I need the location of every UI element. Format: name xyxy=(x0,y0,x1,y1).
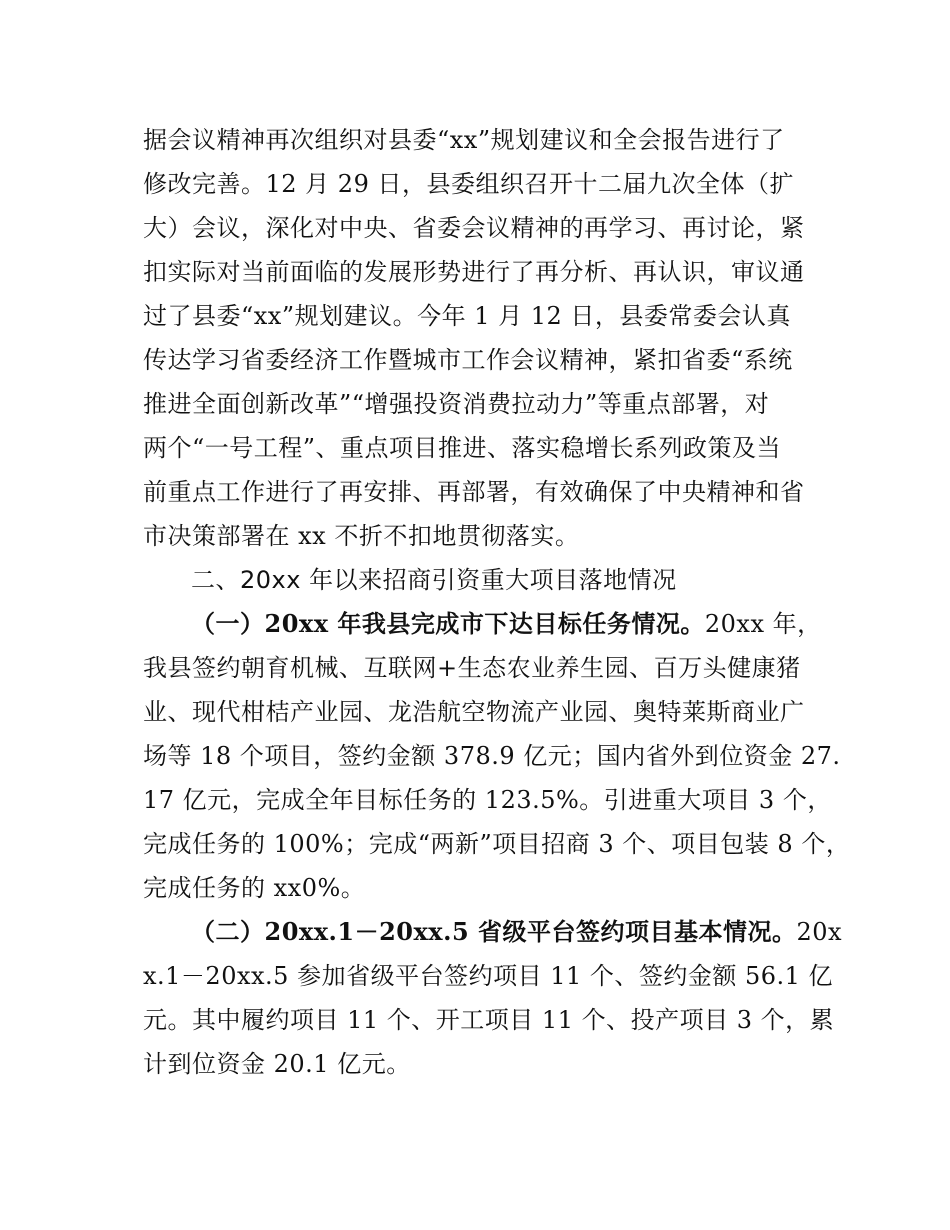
text-run: 20x xyxy=(796,918,843,946)
text-line: 市决策部署在 xx 不折不扣地贯彻落实。 xyxy=(143,522,580,550)
text-line: 场等 18 个项目，签约金额 378.9 亿元；国内省外到位资金 27. xyxy=(143,742,841,770)
text-line: 过了县委“xx”规划建议。今年 1 月 12 日，县委常委会认真 xyxy=(143,302,791,330)
paragraph-target-tasks xyxy=(143,602,851,910)
text-line: 据会议精神再次组织对县委“xx”规划建议和全会报告进行了 xyxy=(143,126,785,154)
subsection-title: （一）20xx 年我县完成市下达目标任务情况。 xyxy=(191,609,705,638)
text-run: 20xx 年， xyxy=(704,610,822,638)
text-line: 完成任务的 100%；完成“两新”项目招商 3 个、项目包装 8 个， xyxy=(143,830,851,858)
text-line: 我县签约朝育机械、互联网+生态农业养生园、百万头健康猪 xyxy=(143,654,801,682)
document-body xyxy=(143,118,851,1086)
text-line: 扣实际对当前面临的发展形势进行了再分析、再认识，审议通 xyxy=(143,258,805,286)
text-line: 元。其中履约项目 11 个、开工项目 11 个、投产项目 3 个，累 xyxy=(143,1006,835,1034)
paragraph-continuation xyxy=(143,118,823,558)
text-line: 传达学习省委经济工作暨城市工作会议精神，紧扣省委“系统 xyxy=(143,346,793,374)
text-line: 计到位资金 20.1 亿元。 xyxy=(143,1050,411,1078)
text-line xyxy=(143,910,843,954)
text-line: 业、现代柑桔产业园、龙浩航空物流产业园、奥特莱斯商业广 xyxy=(143,698,805,726)
paragraph-provincial-projects xyxy=(143,910,843,1086)
section-heading: 二、20xx 年以来招商引资重大项目落地情况 xyxy=(191,566,677,594)
text-line: x.1－20xx.5 参加省级平台签约项目 11 个、签约金额 56.1 亿 xyxy=(143,962,834,990)
text-line: 完成任务的 xx0%。 xyxy=(143,874,366,902)
text-line: 修改完善。12 月 29 日，县委组织召开十二届九次全体（扩 xyxy=(143,170,794,198)
text-line: 前重点工作进行了再安排、再部署，有效确保了中央精神和省 xyxy=(143,478,805,506)
text-line: 两个“一号工程”、重点项目推进、落实稳增长系列政策及当 xyxy=(143,434,782,462)
text-line: 17 亿元，完成全年目标任务的 123.5%。引进重大项目 3 个， xyxy=(143,786,832,814)
text-line: 推进全面创新改革”“增强投资消费拉动力”等重点部署，对 xyxy=(143,390,770,418)
text-line: 大）会议，深化对中央、省委会议精神的再学习、再讨论，紧 xyxy=(143,214,805,242)
text-line xyxy=(143,602,823,646)
subsection-title: （二）20xx.1－20xx.5 省级平台签约项目基本情况。 xyxy=(191,917,797,946)
